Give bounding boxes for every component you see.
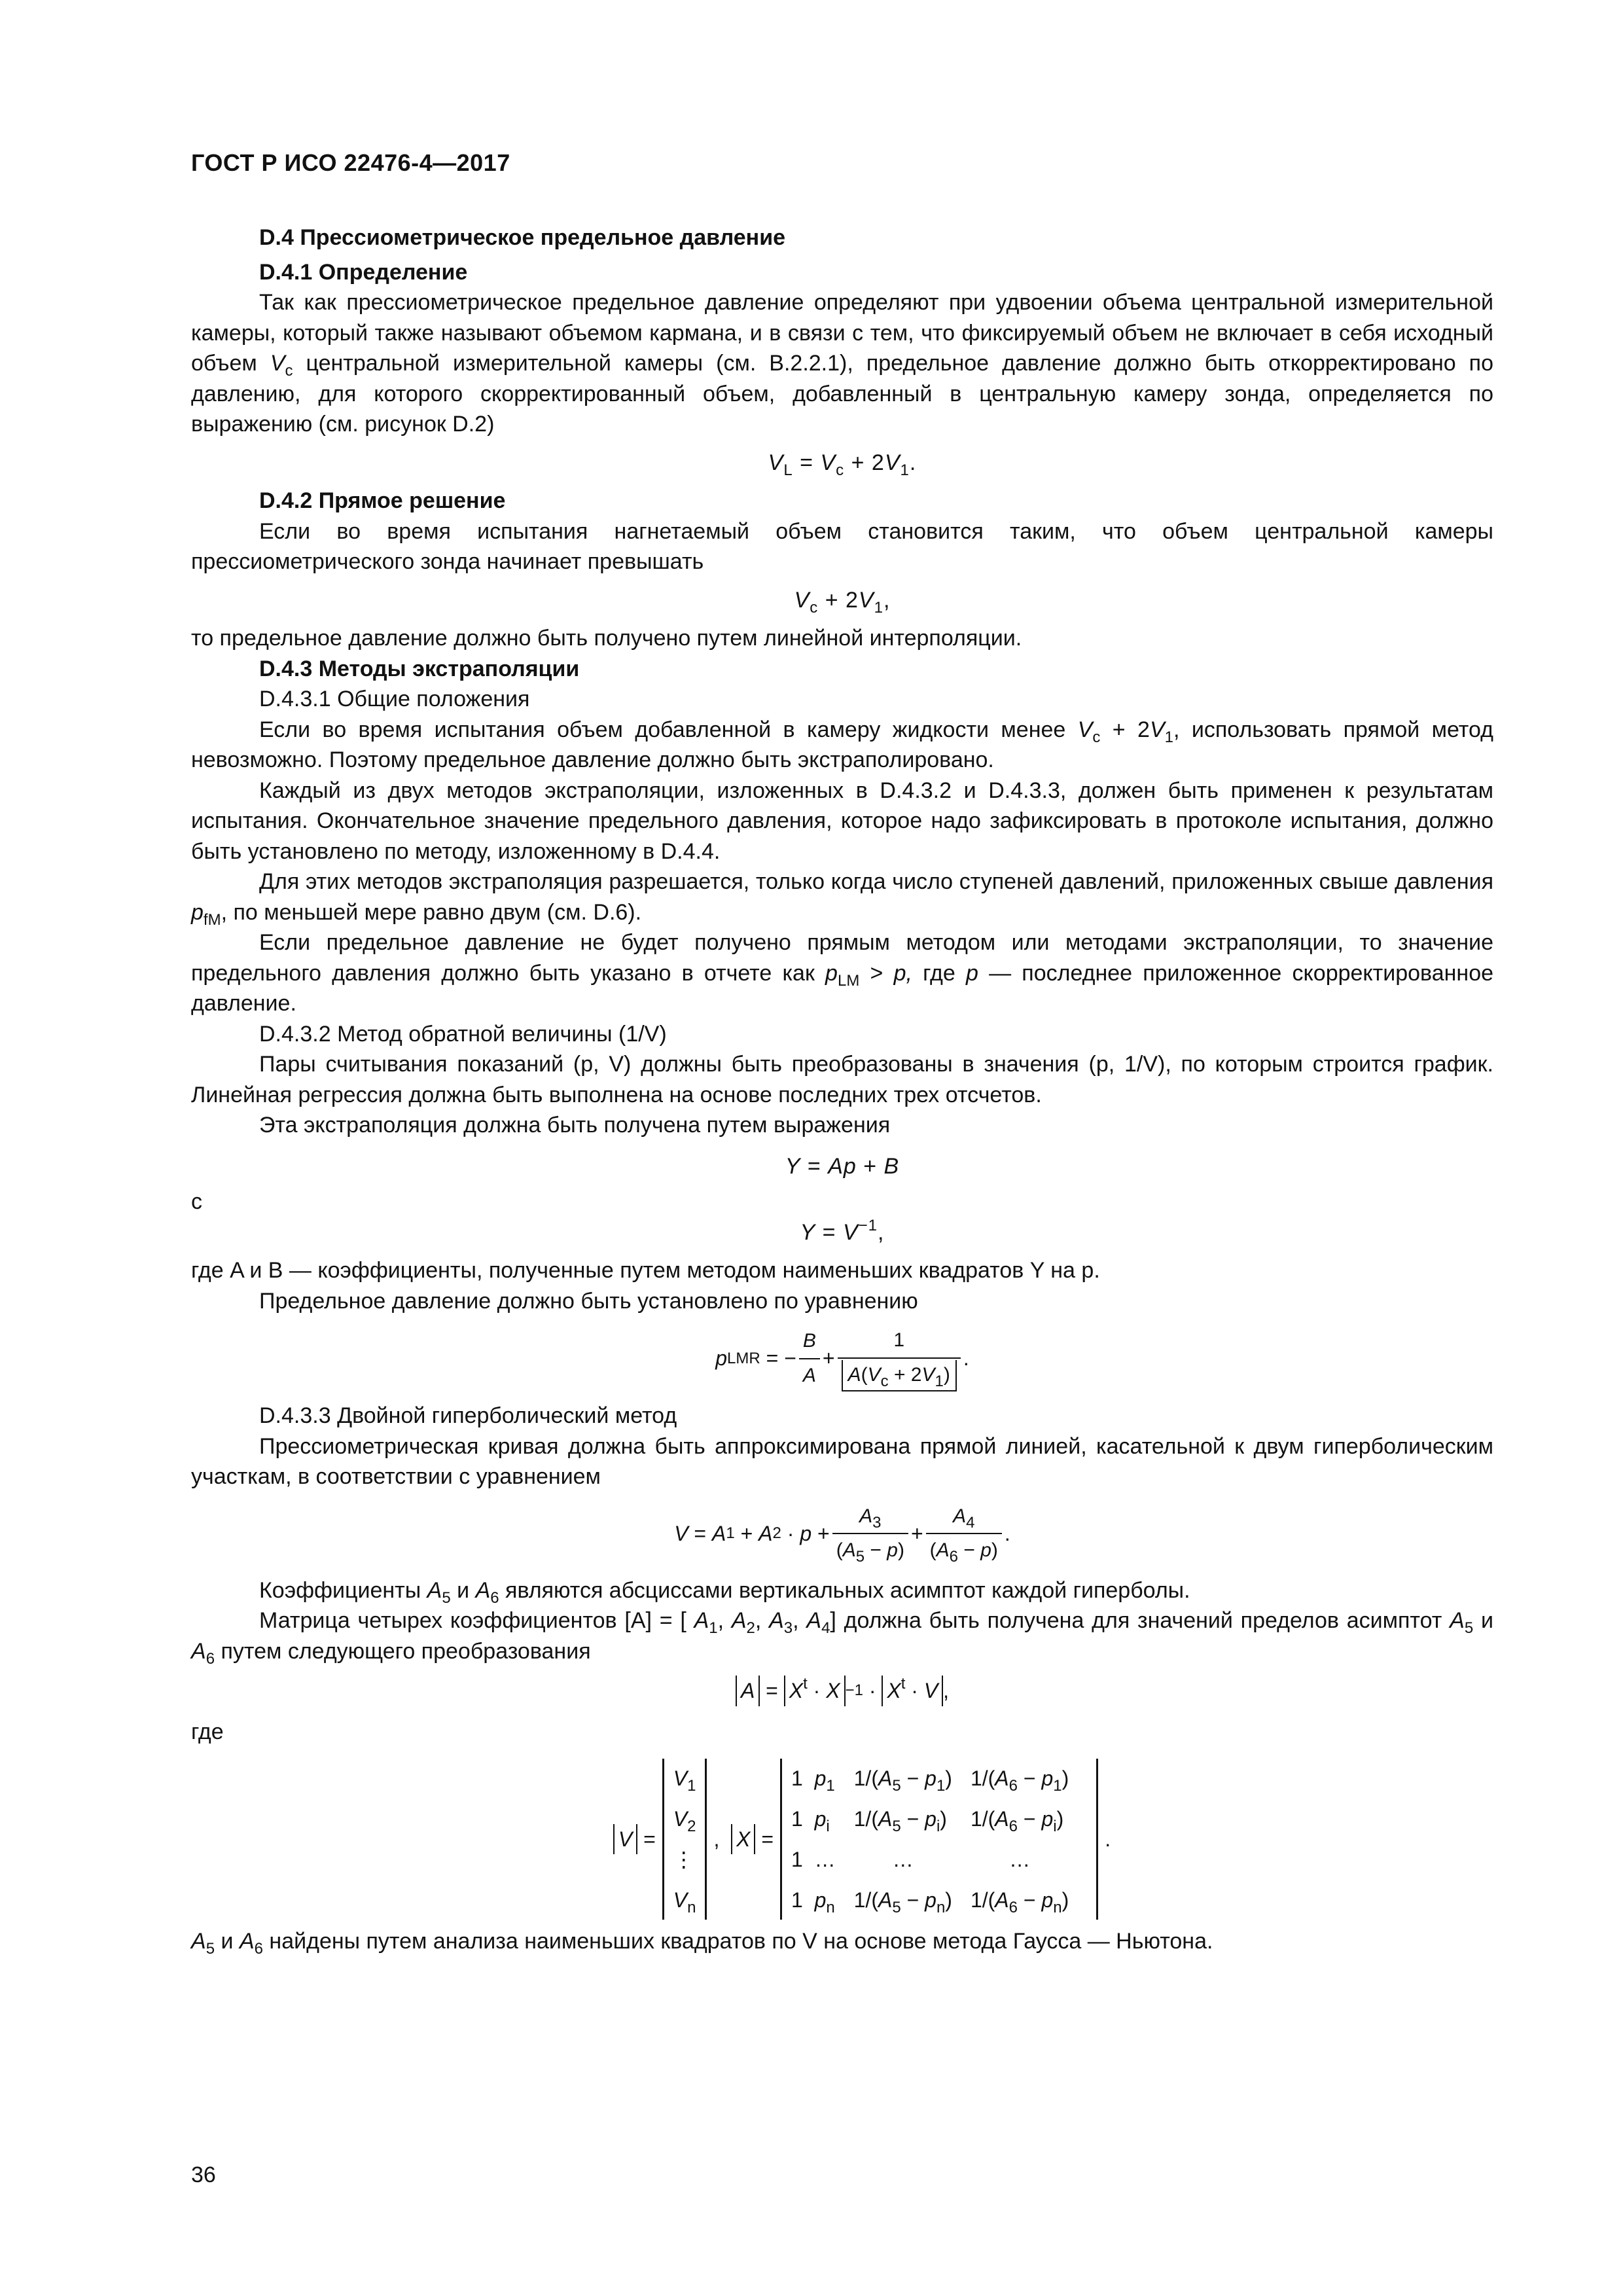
section-heading-d43: D.4.3 Методы экстраполяции: [259, 656, 580, 681]
paragraph-reciprocal-2: Эта экстраполяция должна быть получена путем выражения: [259, 1113, 891, 1138]
label-with: с: [191, 1189, 202, 1214]
section-heading-d4: D.4 Прессиометрическое предельное давление: [259, 225, 786, 250]
paragraph-interpolation: то предельное давление должно быть получено путем линейной интерполяции.: [191, 626, 1022, 651]
equation-matrices: V = $V_1$ $V_2$ ⋮ $V_n$ , X = 1 $p_1$ $1/(A_5 - p_1)$ $1/(A_6 - p_1)$ 1 $p_i$ $1/(A_5 - p_i)$ $1/(A_6 - p_i)$ 1 … … … 1 $p_n$ $1/(A_5 - p_n)$ $1/(A_6 - p_n)$ .: [230, 1759, 1493, 1920]
equation-plmr: p LMR = − $\frac{B}{A}$ + $\frac{1}{A(V_c + 2V_1)}$ .: [191, 1325, 1493, 1391]
equation-vc-2v1: $V_c + 2V_1$,: [794, 587, 891, 617]
paragraph-direct-solution: Если во время испытания нагнетаемый объем становится таким, что объем центральной камеры прессиометрического зонда начинает превышать: [191, 518, 1493, 574]
page-number: 36: [191, 2162, 216, 2187]
label-where: где: [191, 1719, 224, 1744]
paragraph-hyperbolic-1: Прессиометрическая кривая должна быть аппроксимирована прямой линией, касательной к двум гиперболическим участкам, в соответствии с уравнением: [191, 1433, 1493, 1489]
equation-vl: $V_L = V_c + 2V_1$.: [768, 450, 917, 479]
document-header: ГОСТ Р ИСО 22476-4—2017: [191, 149, 510, 176]
paragraph-general-2: Каждый из двух методов экстраполяции, изложенных в D.4.3.2 и D.4.3.3, должен быть применен к результатам испытания. Окончательное значение предельного давления, которое надо зафиксировать в протоколе испытания, должно быть установлено по методу, изложенному в D.4.4.: [191, 778, 1493, 864]
paragraph-general-1: Если во время испытания объем добавленной в камеру жидкости менее $V_c + 2V_1$, использовать прямой метод невозможно. Поэтому предельное давление должно быть экстраполировано.: [191, 717, 1493, 772]
equation-y-ap-b: Y = Ap + B: [785, 1153, 900, 1179]
paragraph-gauss-newton: $A_5$ и $A_6$ найдены путем анализа наименьших квадратов по V на основе метода Гаусса — Ньютона.: [191, 1929, 1213, 1958]
paragraph-reciprocal-1: Пары считывания показаний (p, V) должны быть преобразованы в значения (p, 1/V), по которым строится график. Линейная регрессия должна быть выполнена на основе последних трех отсчетов.: [191, 1052, 1493, 1107]
equation-y-v-inverse: $Y = V^{-1}$,: [800, 1216, 885, 1245]
paragraph-general-4: Если предельное давление не будет получено прямым методом или методами экстраполяции, то значение предельного давления должно быть указано в отчете как $p_{LM} > p$, где p — последнее приложенное скорректированное давление.: [191, 930, 1494, 1016]
equation-matrix-a: A = $X^t \cdot X$ −1 · $X^t \cdot V$ ,: [191, 1676, 1493, 1706]
matrix-x: 1 $p_1$ $1/(A_5 - p_1)$ $1/(A_6 - p_1)$ 1 $p_i$ $1/(A_5 - p_i)$ $1/(A_6 - p_i)$ 1 … … … 1 $p_n$ $1/(A_5 - p_n)$ $1/(A_6 - p_n)$: [780, 1759, 1098, 1920]
paragraph-coefficients: где A и B — коэффициенты, полученные путем методом наименьших квадратов Y на p.: [191, 1258, 1100, 1283]
paragraph-hyperbolic-2: Коэффициенты $A_5$ и $A_6$ являются абсциссами вертикальных асимптот каждой гиперболы.: [259, 1577, 1190, 1607]
section-heading-d41: D.4.1 Определение: [259, 259, 468, 285]
equation-v-hyperbolic: V = A 1 + A 2 · p + $\frac{A_3}{(A_5 - p)}$ + $\frac{A_4}{(A_6 - p)}$ .: [674, 1505, 1010, 1566]
section-heading-d42: D.4.2 Прямое решение: [259, 488, 506, 513]
paragraph-definition: Так как прессиометрическое предельное давление определяют при удвоении объема центральной измерительной камеры, который также называют объемом кармана, и в связи с тем, что фиксируемый объем не включает в себя исходный объем $V_c$ центральной измерительной камеры (см. B.2.2.1), предельное давление должно быть откорректировано по давлению, для которого скорректированный объем, добавленный в центральную камеру зонда, определяется по выражению (см. рисунок D.2): [191, 290, 1493, 437]
paragraph-general-3: Для этих методов экстраполяция разрешается, только когда число ступеней давлений, приложенных свыше давления $p_{fM}$, по меньшей мере равно двум (см. D.6).: [191, 869, 1493, 929]
section-heading-d433: D.4.3.3 Двойной гиперболический метод: [259, 1403, 677, 1428]
matrix-v: $V_1$ $V_2$ ⋮ $V_n$: [662, 1759, 707, 1920]
paragraph-limit-equation: Предельное давление должно быть установлено по уравнению: [259, 1288, 918, 1314]
section-heading-d431: D.4.3.1 Общие положения: [259, 687, 530, 711]
paragraph-hyperbolic-3: Матрица четырех коэффициентов [A] = [ $A_1$, $A_2$, $A_3$, $A_4$] должна быть получена для значений пределов асимптот $A_5$ и $A_6$ путем следующего преобразования: [191, 1608, 1493, 1668]
section-heading-d432: D.4.3.2 Метод обратной величины (1/V): [259, 1021, 667, 1047]
document-body: [191, 223, 1493, 1957]
